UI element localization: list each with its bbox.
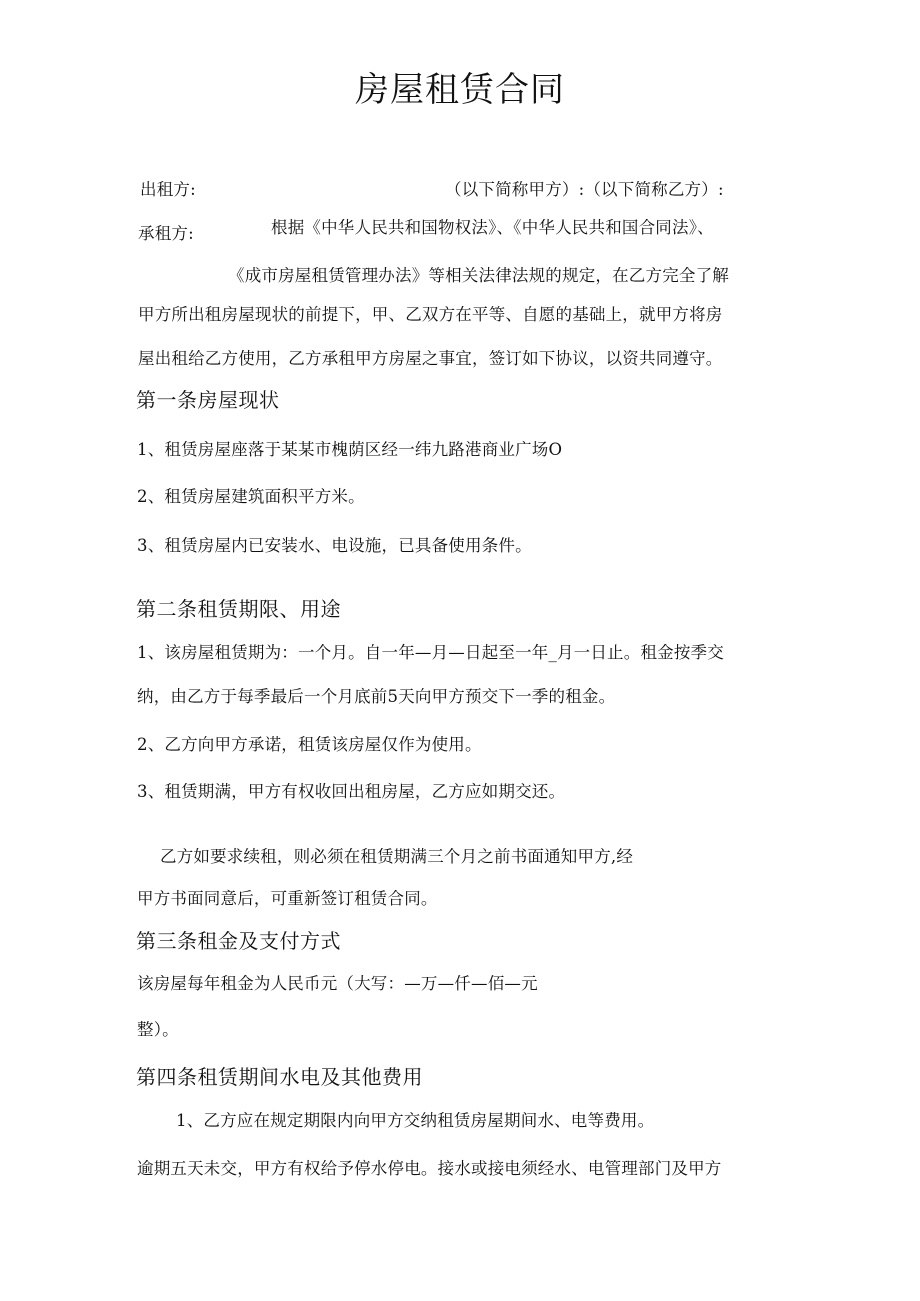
lessor-label: 出租方: [140, 180, 196, 199]
renewal-line-2: 甲方书面同意后，可重新签订租赁合同。 [137, 889, 438, 908]
article-1-item-2: 2、租赁房屋建筑面积平方米。 [137, 487, 365, 506]
renewal-line-1: 乙方如要求续租，则必须在租赁期满三个月之前书面通知甲方,经 [160, 847, 634, 866]
rent-amount-line: 该房屋每年租金为人民币元（大写：—万—仟—佰—元 [137, 974, 538, 993]
lessee-label: 承租方: [138, 224, 194, 243]
article-3-heading: 第三条租金及支付方式 [136, 929, 341, 953]
intro-line-2: 甲方所出租房屋现状的前提下，甲、乙双方在平等、自愿的基础上，就甲方将房 [138, 305, 723, 324]
article-2-item-3: 3、租赁期满，甲方有权收回出租房屋，乙方应如期交还。 [137, 782, 566, 801]
article-1-item-1: 1、租赁房屋座落于某某市槐荫区经一纬九路港商业广场O [137, 440, 563, 459]
article-2-heading: 第二条租赁期限、用途 [136, 597, 341, 621]
article-2-item-1-line-2: 纳，由乙方于每季最后一个月底前5天向甲方预交下一季的租金。 [137, 687, 616, 706]
article-1-heading: 第一条房屋现状 [136, 388, 280, 412]
rent-amount-line-2: 整）。 [137, 1020, 179, 1039]
party-abbreviation-note: （以下简称甲方）:（以下简称乙方）: [445, 180, 724, 199]
legal-basis-line: 根据《中华人民共和国物权法》、《中华人民共和国合同法》、 [271, 218, 714, 237]
article-1-item-3: 3、租赁房屋内已安装水、电设施，已具备使用条件。 [137, 536, 532, 555]
intro-line-3: 屋出租给乙方使用，乙方承租甲方房屋之事宜，签订如下协议，以资共同遵守。 [138, 349, 723, 368]
article-4-item-1-line-1: 1、乙方应在规定期限内向甲方交纳租赁房屋期间水、电等费用。 [176, 1111, 655, 1130]
article-2-item-1-line-1: 1、该房屋租赁期为：一个月。自一年—月—日起至一年_月一日止。租金按季交 [137, 643, 724, 662]
article-4-heading: 第四条租赁期间水电及其他费用 [136, 1065, 423, 1089]
document-title: 房屋租赁合同 [355, 70, 565, 110]
article-4-item-1-line-2: 逾期五天未交，甲方有权给予停水停电。接水或接电须经水、电管理部门及甲方 [137, 1159, 722, 1178]
intro-line-1: 《成市房屋租赁管理办法》等相关法律法规的规定，在乙方完全了解 [228, 266, 729, 285]
article-2-item-2: 2、乙方向甲方承诺，租赁该房屋仅作为使用。 [137, 735, 482, 754]
